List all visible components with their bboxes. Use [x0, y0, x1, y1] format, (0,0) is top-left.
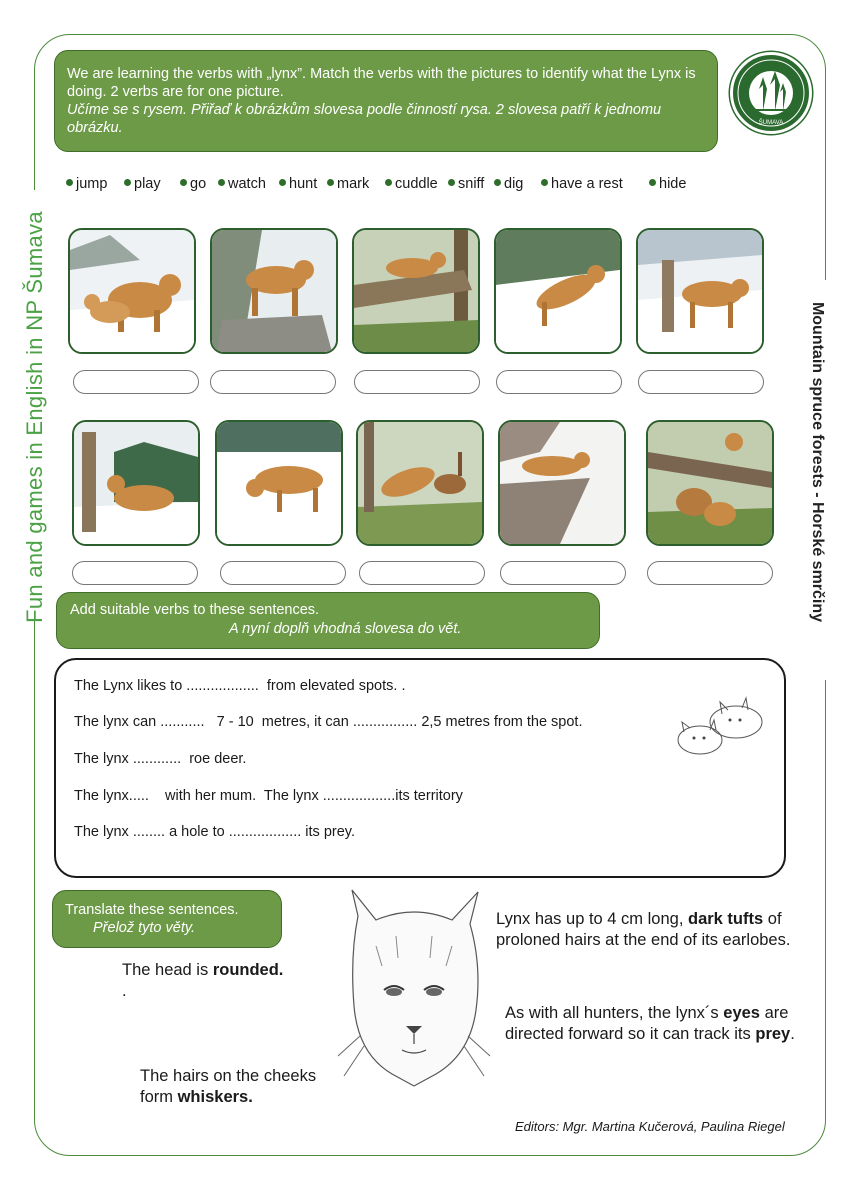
verb-label: play [134, 176, 161, 192]
svg-text:ŠUMAVA: ŠUMAVA [758, 120, 784, 126]
bullet-icon [448, 179, 455, 186]
lynx-sniffing-stump-icon [72, 420, 200, 546]
sentence: The lynx can ........... 7 - 10 metres, it can ................ 2,5 metres from the spot. [74, 714, 583, 730]
verb-item [66, 176, 107, 192]
fact-bold: prey [755, 1025, 791, 1043]
fact-head [122, 960, 332, 1002]
verb-label: mark [337, 176, 370, 192]
lynx-mother-and-cub-icon [68, 228, 196, 354]
fact-bold: eyes [723, 1004, 760, 1022]
answer-field[interactable] [496, 370, 622, 394]
bullet-icon [180, 179, 187, 186]
bullet-icon [218, 179, 225, 186]
fact-text: As with all hunters, the lynx´s [505, 1004, 724, 1022]
bullet-icon [385, 179, 392, 186]
lynx-hiding-rock-icon [498, 420, 626, 546]
lynx-cubs-sketch-icon [670, 692, 770, 766]
fact-eyes [505, 1003, 805, 1045]
fact-text: The hairs on the cheeks form [140, 1067, 317, 1106]
instructions-box [54, 50, 718, 152]
fact-bold: whiskers. [177, 1088, 253, 1106]
fact-text: . [790, 1025, 795, 1043]
verb-label: hunt [289, 176, 318, 192]
answer-field[interactable] [354, 370, 480, 394]
fact-text: . [122, 982, 127, 1000]
section3-cz: Přelož tyto věty. [93, 920, 196, 936]
fact-text: The head is [122, 961, 213, 979]
bullet-icon [541, 179, 548, 186]
sentence: The Lynx likes to .................. from elevated spots. . [74, 678, 406, 694]
answer-field[interactable] [359, 561, 485, 585]
verb-item [218, 176, 266, 192]
fact-text: of proloned hairs at the end of its earlobes. [496, 910, 791, 949]
bullet-icon [66, 179, 73, 186]
verb-item [279, 176, 317, 192]
lynx-crouching-snow-icon [215, 420, 343, 546]
verb-item [541, 176, 623, 192]
verb-label: hide [659, 176, 687, 192]
section2-box [56, 592, 600, 649]
verb-label: have a rest [551, 176, 623, 192]
lynx-on-rock-icon [210, 228, 338, 354]
lynx-marking-tree-icon [636, 228, 764, 354]
answer-field[interactable] [73, 370, 199, 394]
verb-label: go [190, 176, 207, 192]
sumava-logo-icon [730, 52, 812, 134]
side-title-left: Fun and games in English in NP Šumava [22, 211, 47, 623]
verb-label: cuddle [395, 176, 438, 192]
verb-item [494, 176, 523, 192]
sentence: The lynx..... with her mum. The lynx ..................its territory [74, 788, 463, 804]
verb-label: jump [76, 176, 108, 192]
answer-field[interactable] [72, 561, 198, 585]
section3-en: Translate these sentences. [65, 902, 239, 918]
fact-tufts [496, 909, 826, 951]
verb-item [448, 176, 484, 192]
verb-item [649, 176, 686, 192]
sentence: The lynx ........ a hole to .................. its prey. [74, 824, 355, 840]
bullet-icon [494, 179, 501, 186]
bullet-icon [649, 179, 656, 186]
answer-field[interactable] [210, 370, 336, 394]
bullet-icon [327, 179, 334, 186]
side-title-right: Mountain spruce forests - Horské smrčiny [809, 301, 826, 623]
sentences-box [54, 658, 786, 878]
bullet-icon [124, 179, 131, 186]
section2-en: Add suitable verbs to these sentences. [70, 602, 320, 618]
section3-box [52, 890, 282, 948]
editors-credit: Editors: Mgr. Martina Kučerová, Paulina Riegel [515, 1119, 785, 1134]
instructions-en: We are learning the verbs with „lynx”. Match the verbs with the pictures to identify what the Lynx is doing. 2 verbs are for one picture. [67, 66, 696, 100]
lynx-on-log-icon [352, 228, 480, 354]
answer-field[interactable] [647, 561, 773, 585]
fact-bold: rounded. [212, 961, 284, 979]
verb-label: dig [504, 176, 524, 192]
verb-label: sniff [458, 176, 485, 192]
lynx-walking-snow-icon [494, 228, 622, 354]
lynx-head-sketch-icon [336, 886, 492, 1094]
fact-text: Lynx has up to 4 cm long, [496, 910, 688, 928]
instructions-cz: Učíme se s rysem. Přiřaď k obrázkům slovesa podle činností rysa. 2 slovesa patří k jednomu obrázku. [67, 102, 662, 136]
lynx-hunting-deer-icon [356, 420, 484, 546]
fact-bold: dark tufts [688, 910, 764, 928]
verb-item [385, 176, 438, 192]
fact-whiskers [140, 1066, 340, 1108]
verb-item [327, 176, 369, 192]
verb-item [124, 176, 161, 192]
section2-cz: A nyní doplň vhodná slovesa do vět. [229, 621, 462, 637]
answer-field[interactable] [220, 561, 346, 585]
answer-field[interactable] [638, 370, 764, 394]
sentence: The lynx ............ roe deer. [74, 751, 247, 767]
answer-field[interactable] [500, 561, 626, 585]
fact-text: are directed forward so it can track its [505, 1004, 789, 1043]
bullet-icon [279, 179, 286, 186]
verb-item [180, 176, 206, 192]
lynx-cubs-playing-icon [646, 420, 774, 546]
verb-label: watch [228, 176, 266, 192]
